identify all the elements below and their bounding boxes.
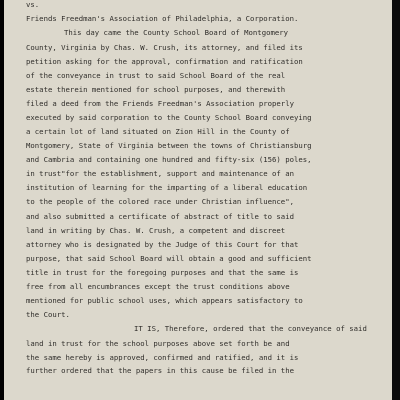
paragraph-1-line: the Court. [26, 310, 70, 319]
paragraph-1-line: free from all encumbrances except the trust conditions above [26, 282, 290, 291]
page-edge-shadow [392, 0, 400, 400]
paragraph-1-line: of the conveyance in trust to said School Board of the real [26, 71, 286, 80]
paragraph-1-line: title in trust for the foregoing purposes and that the same is [26, 268, 299, 277]
paragraph-1-line: purpose, that said School Board will obtain a good and sufficient [26, 254, 312, 263]
paragraph-1-line: filed a deed from the Friends Freedman's Association properly [26, 99, 294, 108]
case-vs-text: vs. [26, 0, 40, 9]
paragraph-1-line: estate therein mentioned for school purposes, and therewith [26, 85, 286, 94]
paragraph-2-line: the same hereby is approved, confirmed and ratified, and it is [26, 353, 299, 362]
paragraph-1-line: and Cambria and containing one hundred and fifty-six (156) poles, [26, 155, 312, 164]
paragraph-1-line: executed by said corporation to the County School Board conveying [26, 113, 312, 122]
paragraph-1-line: attorney who is designated by the Judge of this Court for that [26, 240, 299, 249]
paragraph-1-line: in trust"for the establishment, support and maintenance of an [26, 169, 294, 178]
document-page [4, 0, 392, 400]
paragraph-1-line: and also submitted a certificate of abstract of title to said [26, 212, 294, 221]
paragraph-1-line: a certain lot of land situated on Zion Hill in the County of [26, 127, 290, 136]
paragraph-1-line: County, Virginia by Chas. W. Crush, its attorney, and filed its [26, 43, 303, 52]
respondent-line: Friends Freedman's Association of Philadelphia, a Corporation. [26, 14, 299, 23]
paragraph-1-line: mentioned for public school uses, which appears satisfactory to [26, 296, 303, 305]
paragraph-2-line: IT IS, Therefore, ordered that the conveyance of said [134, 324, 367, 333]
paragraph-1-line: land in writing by Chas. W. Crush, a competent and discreet [26, 226, 286, 235]
paragraph-1-line: to the people of the colored race under Christian influence", [26, 197, 294, 206]
paragraph-2-line: further ordered that the papers in this cause be filed in the [26, 366, 294, 375]
paragraph-1-line: petition asking for the approval, confirmation and ratification [26, 57, 303, 66]
paragraph-1-line: institution of learning for the imparting of a liberal education [26, 183, 308, 192]
paragraph-2-line: land in trust for the school purposes above set forth be and [26, 339, 290, 348]
paragraph-1-line: Montgomery, State of Virginia between the towns of Christiansburg [26, 141, 312, 150]
paragraph-1-line: This day came the County School Board of Montgomery [64, 28, 289, 37]
